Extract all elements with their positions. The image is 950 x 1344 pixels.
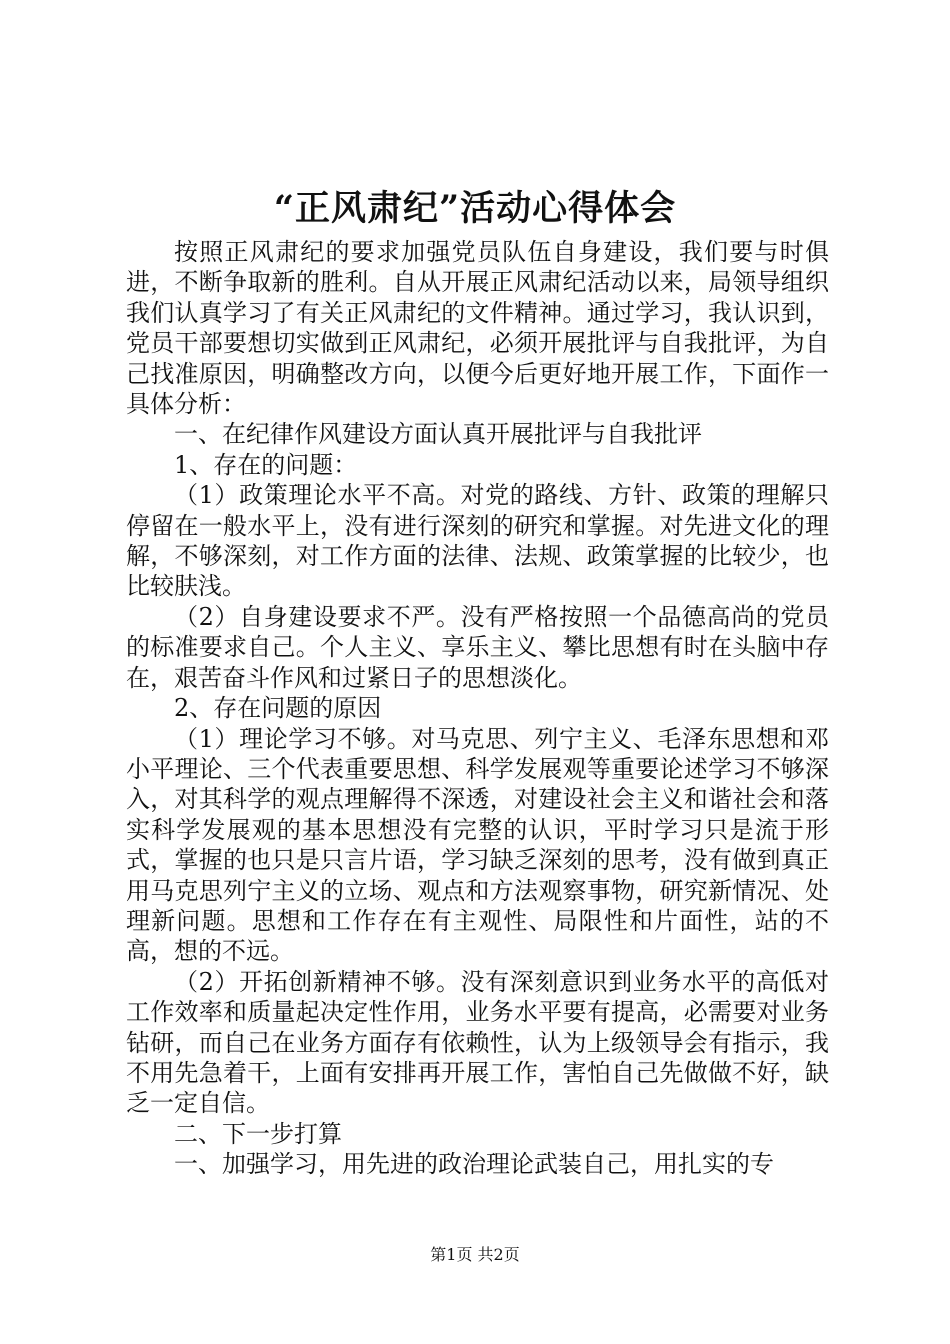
section-heading-2: 二、下一步打算 <box>174 1119 342 1148</box>
document-body <box>126 237 829 1180</box>
paragraph-problem-2: （2）自身建设要求不严。没有严格按照一个品德高尚的党员的标准要求自己。个人主义、享乐主义、攀比思想有时在头脑中存在，艰苦奋斗作风和过紧日子的思想淡化。 <box>126 602 829 692</box>
paragraph-cause-1: （1）理论学习不够。对马克思、列宁主义、毛泽东思想和邓小平理论、三个代表重要思想、科学发展观等重要论述学习不够深入，对其科学的观点理解得不深透，对建设社会主义和谐社会和落实科学发展观的基本思想没有完整的认识，平时学习只是流于形式，掌握的也只是只言片语，学习缺乏深刻的思考，没有做到真正用马克思列宁主义的立场、观点和方法观察事物，研究新情况、处理新问题。思想和工作存在有主观性、局限性和片面性，站的不高，想的不远。 <box>126 724 829 966</box>
document-title: “正风肃纪”活动心得体会 <box>273 188 677 229</box>
subheading-problems: 1、存在的问题： <box>174 450 358 479</box>
paragraph-plan-1: 一、加强学习，用先进的政治理论武装自己，用扎实的专 <box>174 1150 774 1179</box>
subheading-causes: 2、存在问题的原因 <box>174 694 382 723</box>
section-heading-1: 一、在纪律作风建设方面认真开展批评与自我批评 <box>174 420 702 449</box>
paragraph-problem-1: （1）政策理论水平不高。对党的路线、方针、政策的理解只停留在一般水平上，没有进行深刻的研究和掌握。对先进文化的理解，不够深刻，对工作方面的法律、法规、政策掌握的比较少，也比较肤浅。 <box>126 481 829 601</box>
page-footer: 第1页 共2页 <box>430 1245 520 1264</box>
paragraph-cause-2: （2）开拓创新精神不够。没有深刻意识到业务水平的高低对工作效率和质量起决定性作用，业务水平要有提高，必需要对业务钻研，而自己在业务方面存有依赖性，认为上级领导会有指示，我不用先急着干，上面有安排再开展工作，害怕自己先做做不好，缺乏一定自信。 <box>126 967 829 1118</box>
paragraph-intro: 按照正风肃纪的要求加强党员队伍自身建设，我们要与时俱进，不断争取新的胜利。自从开展正风肃纪活动以来，局领导组织我们认真学习了有关正风肃纪的文件精神。通过学习，我认识到，党员干部要想切实做到正风肃纪，必须开展批评与自我批评，为自己找准原因，明确整改方向，以便今后更好地开展工作，下面作一具体分析： <box>126 238 829 419</box>
